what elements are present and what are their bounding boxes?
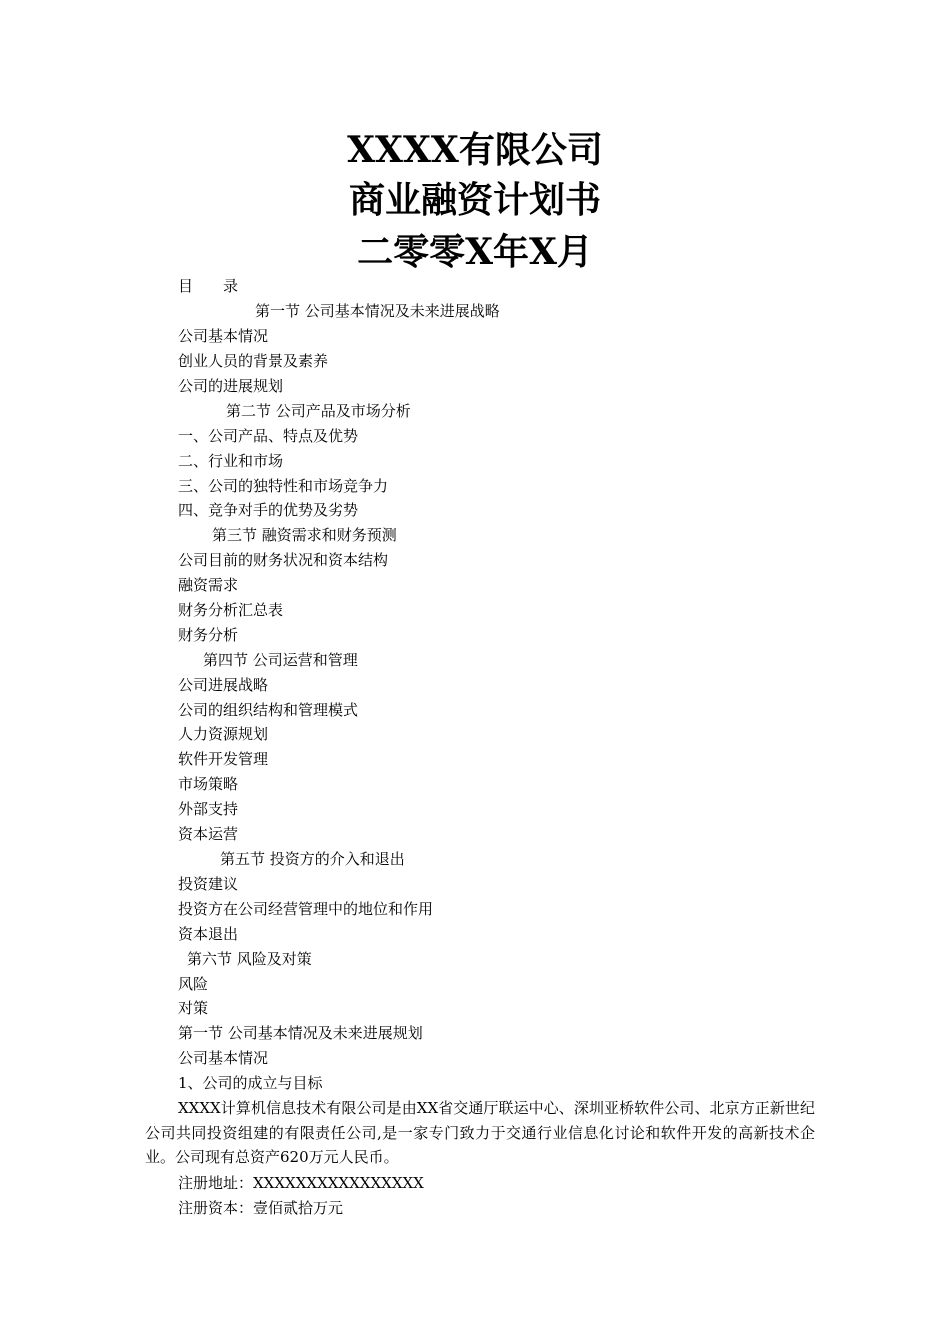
toc-section-5: 第五节 投资方的介入和退出 <box>220 850 405 868</box>
document-title-company: XXXX有限公司 <box>347 129 603 171</box>
company-description-paragraph: XXXX计算机信息技术有限公司是由XX省交通厅联运中心、深圳亚桥软件公司、北京方正新世纪公司共同投资组建的有限责任公司,是一家专门致力于交通行业信息化讨论和软件开发的高新技术企业。公司现有总资产620万元人民币。 <box>145 1099 815 1166</box>
toc-item: 财务分析 <box>178 626 239 644</box>
toc-item: 风险 <box>178 975 209 993</box>
item-heading: 1、公司的成立与目标 <box>178 1074 323 1092</box>
toc-item: 投资方在公司经营管理中的地位和作用 <box>178 900 434 918</box>
toc-item: 资本运营 <box>178 825 239 843</box>
document-title-plan: 商业融资计划书 <box>348 179 601 221</box>
toc-item: 公司的进展规划 <box>178 377 284 395</box>
section-heading: 第一节 公司基本情况及未来进展规划 <box>178 1024 423 1042</box>
toc-item: 融资需求 <box>178 576 239 594</box>
toc-item: 创业人员的背景及素养 <box>178 352 329 370</box>
toc-item: 投资建议 <box>178 875 239 893</box>
toc-item: 人力资源规划 <box>178 725 269 743</box>
toc-section-4: 第四节 公司运营和管理 <box>203 651 358 669</box>
toc-item: 公司的组织结构和管理模式 <box>178 701 359 719</box>
toc-item: 软件开发管理 <box>178 750 269 768</box>
toc-item: 三、公司的独特性和市场竞争力 <box>178 477 389 495</box>
toc-section-2: 第二节 公司产品及市场分析 <box>226 402 411 420</box>
sub-heading: 公司基本情况 <box>178 1049 269 1067</box>
toc-item: 四、竞争对手的优势及劣势 <box>178 501 359 519</box>
toc-item: 公司基本情况 <box>178 327 269 345</box>
toc-item: 一、公司产品、特点及优势 <box>178 427 359 445</box>
toc-item: 外部支持 <box>178 800 239 818</box>
toc-item: 二、行业和市场 <box>178 452 284 470</box>
toc-section-3: 第三节 融资需求和财务预测 <box>212 526 397 544</box>
registered-capital: 注册资本：壹佰贰拾万元 <box>178 1199 344 1217</box>
toc-item: 资本退出 <box>178 925 239 943</box>
toc-item: 财务分析汇总表 <box>178 601 284 619</box>
document-title-date: 二零零X年X月 <box>357 231 593 273</box>
registered-address: 注册地址：XXXXXXXXXXXXXXXX <box>178 1174 424 1192</box>
toc-heading: 目 录 <box>178 277 239 295</box>
toc-item: 对策 <box>178 999 209 1017</box>
toc-section-6: 第六节 风险及对策 <box>187 950 312 968</box>
toc-item: 市场策略 <box>178 775 239 793</box>
toc-section-1: 第一节 公司基本情况及未来进展战略 <box>255 302 500 320</box>
toc-item: 公司进展战略 <box>178 676 269 694</box>
toc-item: 公司目前的财务状况和资本结构 <box>178 551 389 569</box>
